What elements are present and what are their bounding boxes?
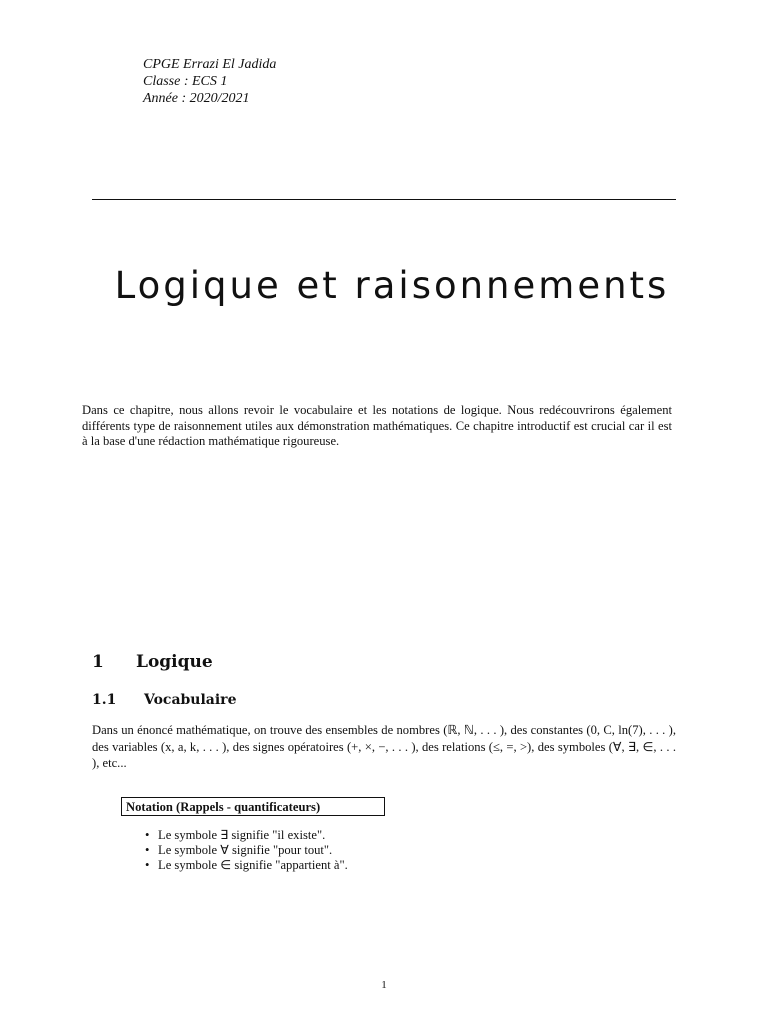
school-year: Année : 2020/2021 [143, 91, 250, 106]
section-title: Logique [136, 652, 213, 672]
bullet-icon: • [145, 843, 150, 857]
list-item [145, 858, 348, 873]
list-item-text: Le symbole ∈ signifie "appartient à". [158, 858, 348, 872]
horizontal-rule [92, 199, 676, 200]
subsection-heading [92, 692, 236, 708]
notation-title-box: Notation (Rappels - quantificateurs) [121, 797, 385, 816]
list-item [145, 828, 348, 843]
section-heading [92, 652, 213, 672]
page-number: 1 [381, 979, 387, 991]
school-name: CPGE Errazi El Jadida [143, 57, 277, 72]
bullet-icon: • [145, 828, 150, 842]
bullet-icon: • [145, 858, 150, 872]
chapter-abstract: Dans ce chapitre, nous allons revoir le vocabulaire et les notations de logique. Nous redécouvrirons également différents type de raisonnement utiles aux démonstration mathématiques. Ce chapitre introductif est crucial car il est à la base d'une rédaction mathématique rigoureuse. [82, 403, 672, 448]
document-title: Logique et raisonnements [114, 264, 670, 307]
class-name: Classe : ECS 1 [143, 74, 228, 89]
vocabulary-paragraph: Dans un énoncé mathématique, on trouve des ensembles de nombres (ℝ, ℕ, . . . ), des constantes (0, C, ln(7), . . . ), des variables (x, a, k, . . . ), des signes opératoires (+, ×, −, . . . ), des relations (≤, =, >), des symboles (∀, ∃, ∈, . . . ), etc... [92, 723, 676, 770]
subsection-number: 1.1 [92, 692, 117, 708]
list-item [145, 843, 348, 858]
section-number: 1 [92, 652, 104, 672]
list-item-text: Le symbole ∀ signifie "pour tout". [158, 843, 333, 857]
list-item-text: Le symbole ∃ signifie "il existe". [158, 828, 326, 842]
subsection-title: Vocabulaire [144, 692, 237, 708]
notation-list [145, 828, 348, 873]
document-header [143, 56, 276, 107]
